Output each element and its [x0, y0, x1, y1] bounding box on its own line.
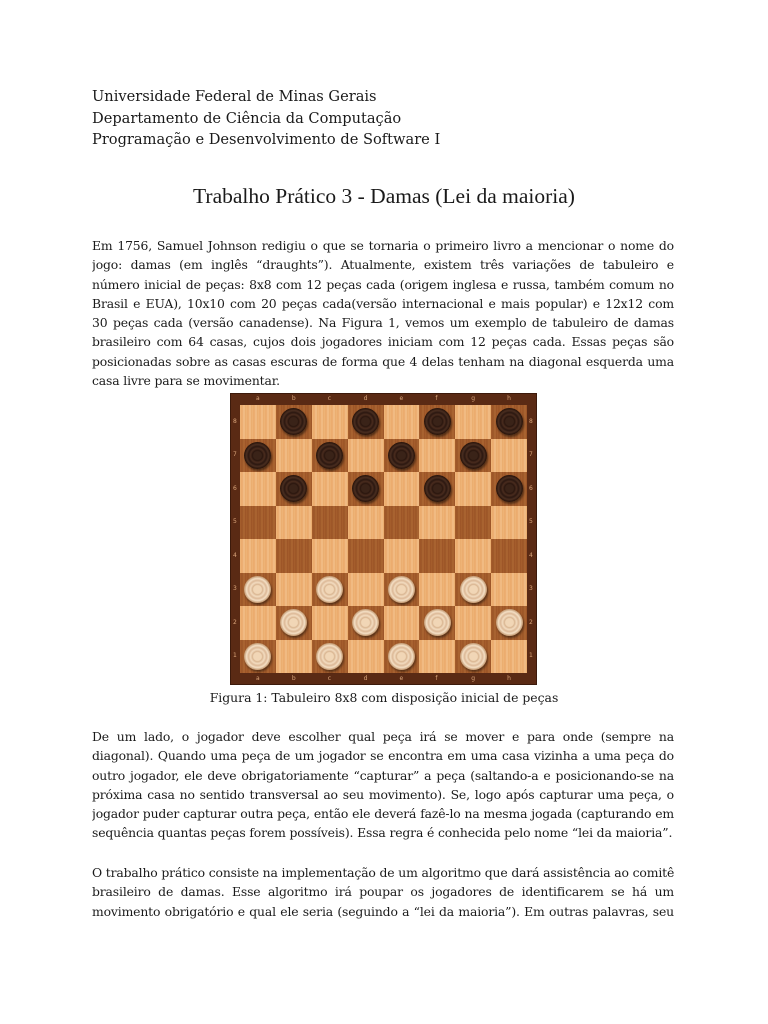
board-square-e2 [384, 606, 420, 640]
rank-label: 6 [233, 484, 237, 492]
checkers-board-figure [230, 393, 537, 685]
board-square-a5 [240, 506, 276, 540]
paragraph-line: brasileiro de damas. Esse algoritmo irá poupar os jogadores de identificarem se há um [92, 884, 674, 900]
file-label: a [255, 395, 260, 402]
rank-label: 4 [529, 551, 533, 559]
file-label: d [363, 675, 368, 682]
paragraph-line: De um lado, o jogador deve escolher qual peça irá se mover e para onde (sempre na [92, 729, 674, 744]
board-square-f7 [419, 439, 455, 473]
paragraph-line: casa livre para se movimentar. [92, 373, 280, 389]
document-header [92, 86, 440, 151]
board-square-h4 [491, 539, 527, 573]
header-course: Programação e Desenvolvimento de Software I [92, 131, 441, 148]
file-label: a [255, 675, 260, 682]
board-square-f6 [419, 472, 455, 506]
rank-label: 3 [233, 585, 237, 593]
rank-label: 5 [233, 518, 237, 526]
board-square-b1 [276, 640, 312, 674]
board-square-a1 [240, 640, 276, 674]
paragraph-line: 30 peças cada (versão canadense). Na Figura 1, vemos um exemplo de tabuleiro de damas [92, 315, 674, 331]
board-square-g4 [455, 539, 491, 573]
rank-label: 6 [529, 484, 533, 492]
board-square-f5 [419, 506, 455, 540]
board-square-d4 [348, 539, 384, 573]
paragraph-line: Em 1756, Samuel Johnson redigiu o que se tornaria o primeiro livro a mencionar o nome do [92, 238, 674, 253]
paragraph-line: outro jogador, ele deve obrigatoriamente “capturar” a peça (saltando-a e posicionando-se na [92, 767, 674, 783]
board-square-c7 [312, 439, 348, 473]
paragraph-line: sequência quantas peças forem possíveis). Essa regra é conhecida pelo nome “lei da maioria”. [92, 825, 673, 841]
black-piece [496, 475, 523, 502]
rank-label: 5 [529, 518, 533, 526]
board-square-b6 [276, 472, 312, 506]
board-square-c5 [312, 506, 348, 540]
board-square-a7 [240, 439, 276, 473]
white-piece [424, 609, 451, 636]
file-label: f [435, 675, 438, 682]
paragraph-line: jogo: damas (em inglês “draughts”). Atualmente, existem três variações de tabuleiro e [92, 257, 674, 273]
board-square-d2 [348, 606, 384, 640]
rank-label: 7 [529, 451, 533, 459]
white-piece [352, 609, 379, 636]
board-square-c3 [312, 573, 348, 607]
board-square-f2 [419, 606, 455, 640]
board-square-b7 [276, 439, 312, 473]
file-label: e [399, 675, 404, 682]
file-label: b [291, 395, 296, 402]
file-label: d [363, 395, 368, 402]
board-square-g6 [455, 472, 491, 506]
white-piece [244, 576, 271, 603]
board-square-e5 [384, 506, 420, 540]
board-square-d1 [348, 640, 384, 674]
paragraph-rules [92, 727, 674, 843]
board-square-c4 [312, 539, 348, 573]
paragraph-line: número inicial de peças: 8x8 com 12 peças cada (origem inglesa e russa, também comum no [92, 276, 674, 292]
rank-label: 1 [529, 652, 533, 660]
board-square-f1 [419, 640, 455, 674]
board-square-d3 [348, 573, 384, 607]
figure-caption: Figura 1: Tabuleiro 8x8 com disposição inicial de peças [209, 690, 559, 705]
board-square-c6 [312, 472, 348, 506]
header-university: Universidade Federal de Minas Gerais [92, 88, 377, 105]
paragraph-line: brasileiro com 64 casas, cujos dois jogadores iniciam com 12 peças cada. Essas peças são [92, 334, 674, 350]
rank-label: 2 [529, 618, 533, 626]
board-square-e6 [384, 472, 420, 506]
black-piece [424, 475, 451, 502]
file-label: h [507, 675, 511, 682]
board-square-g8 [455, 405, 491, 439]
black-piece [244, 442, 271, 469]
paragraph-line: Brasil e EUA), 10x10 com 20 peças cada(versão internacional e mais popular) e 12x12 com [92, 295, 674, 311]
board-square-e3 [384, 573, 420, 607]
board-square-h6 [491, 472, 527, 506]
board-square-a4 [240, 539, 276, 573]
rank-label: 3 [529, 585, 533, 593]
file-label: g [471, 395, 475, 402]
black-piece [280, 408, 307, 435]
paragraph-line: O trabalho prático consiste na implementação de um algoritmo que dará assistência ao comitê [92, 865, 674, 880]
rank-label: 8 [529, 417, 533, 425]
rank-label: 1 [233, 652, 237, 660]
board-square-b8 [276, 405, 312, 439]
black-piece [388, 442, 415, 469]
black-piece [424, 408, 451, 435]
board-square-h8 [491, 405, 527, 439]
file-label: g [471, 675, 475, 682]
board-square-e7 [384, 439, 420, 473]
board-square-b4 [276, 539, 312, 573]
board-square-g3 [455, 573, 491, 607]
black-piece [496, 408, 523, 435]
board-square-d8 [348, 405, 384, 439]
rank-label: 2 [233, 618, 237, 626]
file-label: b [291, 675, 296, 682]
paragraph-line: diagonal). Quando uma peça de um jogador se encontra em uma casa vizinha a uma peça do [92, 748, 674, 764]
board-square-d7 [348, 439, 384, 473]
board-square-h3 [491, 573, 527, 607]
black-piece [316, 442, 343, 469]
board-square-e4 [384, 539, 420, 573]
black-piece [280, 475, 307, 502]
paragraph-line: próxima casa no sentido transversal ao seu movimento). Se, logo após capturar uma peça, o [92, 786, 674, 802]
rank-label: 8 [233, 417, 237, 425]
rank-label: 7 [233, 451, 237, 459]
paragraph-line: posicionadas sobre as casas escuras de forma que 4 delas tenham na diagonal esquerda uma [92, 353, 674, 369]
board-square-h7 [491, 439, 527, 473]
board-square-h2 [491, 606, 527, 640]
file-label: c [327, 675, 331, 682]
white-piece [388, 643, 415, 670]
board-square-a2 [240, 606, 276, 640]
board-grid [240, 405, 527, 673]
board-square-f8 [419, 405, 455, 439]
file-label: c [327, 395, 331, 402]
board-square-h1 [491, 640, 527, 674]
board-square-g5 [455, 506, 491, 540]
document-title: Trabalho Prático 3 - Damas (Lei da maioria) [193, 184, 575, 208]
black-piece [460, 442, 487, 469]
board-square-c2 [312, 606, 348, 640]
header-department: Departamento de Ciência da Computação [92, 109, 402, 127]
file-label: h [507, 395, 511, 402]
file-label: e [399, 395, 404, 402]
white-piece [316, 576, 343, 603]
board-square-h5 [491, 506, 527, 540]
black-piece [352, 408, 379, 435]
board-square-c8 [312, 405, 348, 439]
white-piece [496, 609, 523, 636]
white-piece [244, 643, 271, 670]
board-square-a8 [240, 405, 276, 439]
paragraph-line: jogador puder capturar outra peça, então ele deverá fazê-lo na mesma jogada (capturando em [92, 806, 674, 822]
board-square-a6 [240, 472, 276, 506]
white-piece [316, 643, 343, 670]
board-square-g1 [455, 640, 491, 674]
white-piece [388, 576, 415, 603]
board-square-b5 [276, 506, 312, 540]
board-square-b2 [276, 606, 312, 640]
rank-label: 4 [233, 551, 237, 559]
paragraph-assignment [92, 863, 674, 921]
board-square-c1 [312, 640, 348, 674]
board-square-a3 [240, 573, 276, 607]
board-square-f4 [419, 539, 455, 573]
board-square-g7 [455, 439, 491, 473]
board-square-g2 [455, 606, 491, 640]
white-piece [460, 576, 487, 603]
paragraph-intro [92, 236, 674, 390]
board-square-f3 [419, 573, 455, 607]
board-square-d5 [348, 506, 384, 540]
board-square-e8 [384, 405, 420, 439]
black-piece [352, 475, 379, 502]
white-piece [280, 609, 307, 636]
file-label: f [435, 395, 438, 402]
paragraph-line: movimento obrigatório e qual ele seria (seguindo a “lei da maioria”). Em outras palavras, seu [92, 903, 674, 919]
board-square-b3 [276, 573, 312, 607]
white-piece [460, 643, 487, 670]
board-square-e1 [384, 640, 420, 674]
board-square-d6 [348, 472, 384, 506]
